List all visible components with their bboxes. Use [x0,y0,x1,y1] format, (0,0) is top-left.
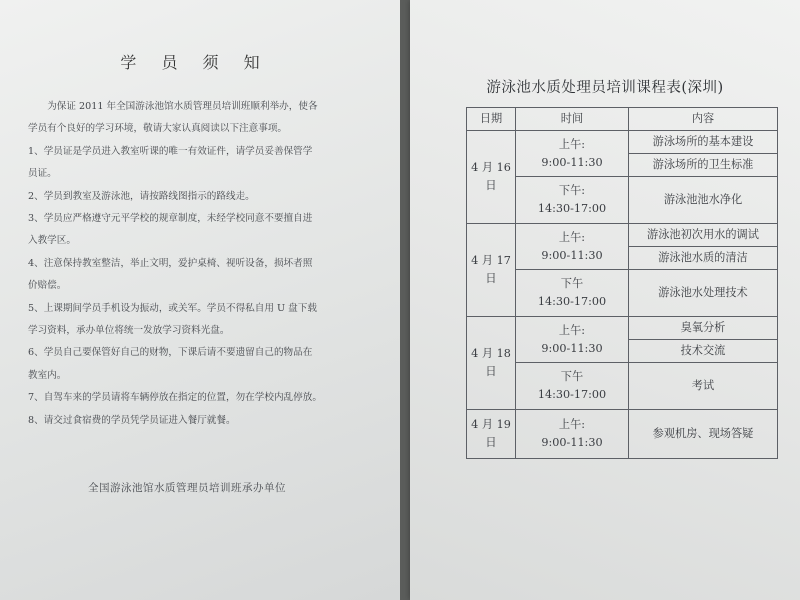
date-text: 4 月 18 [471,347,511,360]
content-cell: 游泳场所的卫生标准 [629,154,778,177]
time-range: 9:00-11:30 [541,341,603,355]
content-cell: 游泳场所的基本建设 [629,131,778,154]
table-row [467,131,778,154]
notice-body [28,96,353,432]
date-text: 日 [485,179,497,192]
time-cell [516,363,629,410]
notice-item-4: 4、注意保持教室整洁，举止文明，爱护桌椅、视听设备，损坏者照 [28,257,313,269]
content-cell: 考试 [629,363,778,410]
date-text: 4 月 17 [471,254,511,267]
time-cell [516,224,629,270]
content-cell: 游泳池池水净化 [629,177,778,224]
content-cell: 游泳池水处理技术 [629,270,778,317]
time-label: 下午 [560,370,584,383]
date-text: 4 月 16 [471,161,511,174]
time-cell [516,177,629,224]
notice-item-2: 2、学员到教室及游泳池，请按路线图指示的路线走。 [28,190,255,202]
date-text: 4 月 19 [471,418,511,431]
content-cell: 参观机房、现场答疑 [629,410,778,459]
time-range: 14:30-17:00 [537,202,607,215]
notice-item-6: 6、学员自己要保管好自己的财物，下课后请不要遗留自己的物品在 [28,347,313,359]
table-header-row [467,108,778,131]
notice-item-6-cont: 教室内。 [28,369,67,381]
date-cell [467,410,516,459]
content-cell: 技术交流 [629,340,778,363]
table-row [467,410,778,459]
time-range: 14:30-17:00 [537,295,607,308]
time-range: 9:00-11:30 [541,248,603,262]
notice-item-3-cont: 入教学区。 [28,235,76,247]
date-text: 日 [485,272,497,285]
notice-organizer: 全国游泳池馆水质管理员培训班承办单位 [88,482,286,494]
time-label: 上午: [558,418,586,431]
schedule-title: 游泳池水质处理员培训课程表(深圳) [486,80,724,96]
content-cell: 游泳池水质的清洁 [629,247,778,270]
notice-item-4-cont: 价赔偿。 [28,280,67,292]
date-cell [467,131,516,224]
time-range: 9:00-11:30 [541,155,603,169]
time-label: 上午: [558,230,586,244]
time-cell [516,410,629,459]
notice-item-3: 3、学员应严格遵守元平学校的规章制度，未经学校同意不要擅自进 [28,213,313,225]
header-date: 日期 [467,108,516,131]
time-cell [516,317,629,363]
notice-item-1-cont: 员证。 [28,168,57,180]
time-label: 上午: [558,137,586,151]
notice-item-5: 5、上课期间学员手机设为振动，或关军。学员不得私自用 U 盘下载 [28,302,317,314]
header-content: 内容 [629,108,778,131]
time-label: 下午: [558,184,586,197]
notice-intro-line: 为保证 2011 年全国游泳池馆水质管理员培训班顺利举办，使各 [47,101,318,112]
schedule-table [466,107,778,459]
date-text: 日 [485,436,497,449]
date-text: 日 [485,365,497,378]
date-cell [467,224,516,317]
time-cell [516,270,629,317]
notice-intro-line: 学员有个良好的学习环境，敬请大家认真阅读以下注意事项。 [28,123,288,135]
time-range: 14:30-17:00 [537,388,607,401]
table-row [467,224,778,247]
time-cell [516,131,629,177]
notice-title: 学 员 须 知 [120,53,270,72]
content-cell: 臭氧分析 [629,317,778,340]
content-cell: 游泳池初次用水的调试 [629,224,778,247]
notice-item-8: 8、请交过食宿费的学员凭学员证进入餐厅就餐。 [28,414,236,426]
notice-item-5-cont: 学习资料，承办单位将统一发放学习资料光盘。 [28,325,230,337]
time-range: 9:00-11:30 [541,436,603,449]
header-time: 时间 [516,108,629,131]
time-label: 上午: [558,323,586,337]
table-row [467,317,778,340]
time-label: 下午 [560,277,584,290]
page-gap [400,0,410,600]
notice-item-7: 7、自驾车来的学员请将车辆停放在指定的位置，勿在学校内乱停放。 [28,392,322,404]
date-cell [467,317,516,410]
notice-item-1: 1、学员证是学员进入教室听课的唯一有效证件，请学员妥善保管学 [28,145,313,157]
